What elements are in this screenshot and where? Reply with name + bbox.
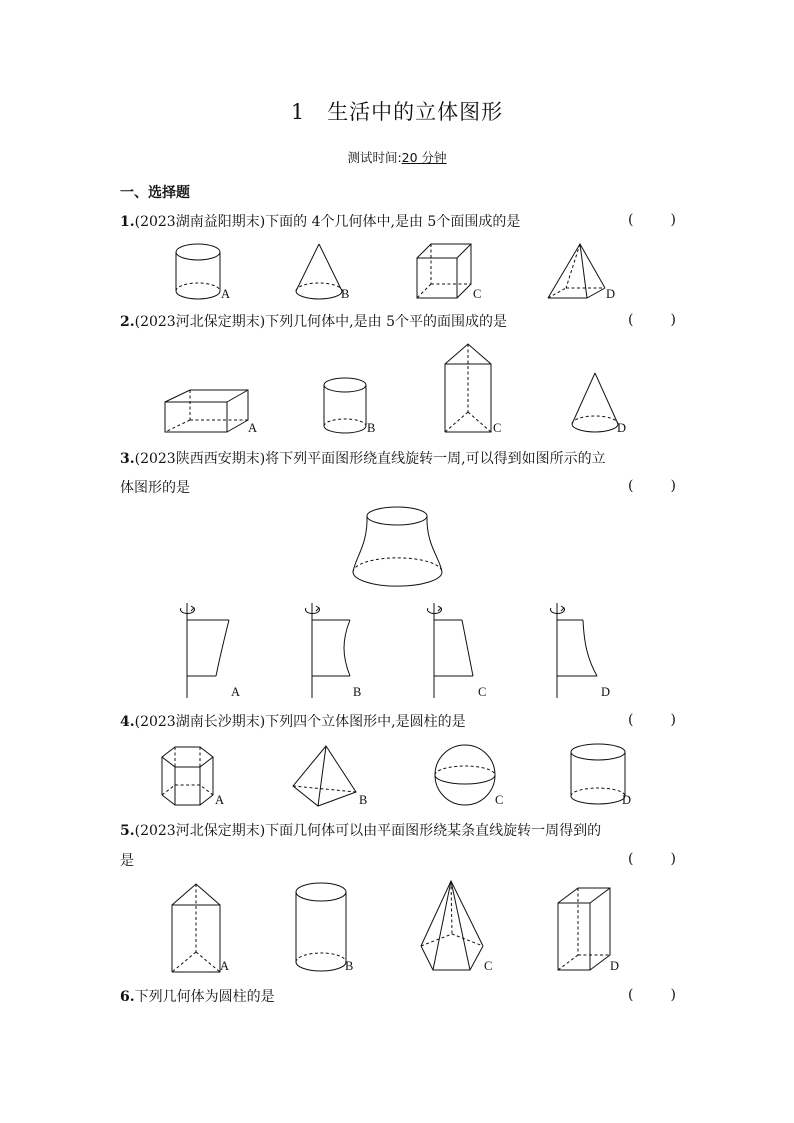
q1-option-d[interactable]: D bbox=[606, 287, 616, 301]
question-6: 6.下列几何体为圆柱的是 bbox=[120, 989, 275, 1005]
q5-prism-figure bbox=[172, 884, 220, 972]
q2-option-a[interactable]: A bbox=[248, 421, 258, 435]
q4-sphere-figure bbox=[435, 745, 495, 805]
q2-option-b[interactable]: B bbox=[367, 421, 376, 435]
q1-cone-figure bbox=[296, 244, 342, 299]
q3-option-c[interactable]: C bbox=[478, 685, 487, 699]
q4-option-b[interactable]: B bbox=[359, 793, 368, 807]
q5-option-d[interactable]: D bbox=[610, 959, 620, 973]
page-title: 1 生活中的立体图形 bbox=[290, 100, 504, 124]
answer-blank-3[interactable]: ( ) bbox=[628, 478, 676, 494]
q1-option-a[interactable]: A bbox=[221, 287, 231, 301]
q5-rectangular-prism-figure bbox=[558, 888, 610, 970]
q2-cylinder-figure bbox=[324, 378, 366, 433]
question-5-continued: 是 bbox=[120, 853, 134, 869]
q2-prism-figure bbox=[445, 344, 491, 432]
q2-option-d[interactable]: D bbox=[617, 421, 627, 435]
question-5: 5.(2023河北保定期末)下面几何体可以由平面图形绕某条直线旋转一周得到的 bbox=[120, 823, 602, 839]
answer-blank-6[interactable]: ( ) bbox=[628, 987, 676, 1003]
q5-option-b[interactable]: B bbox=[345, 959, 354, 973]
test-time: 测试时间:20 分钟 bbox=[347, 150, 447, 165]
q4-tetrahedron-figure bbox=[293, 746, 356, 806]
q4-option-a[interactable]: A bbox=[215, 793, 225, 807]
q2-cone-figure bbox=[572, 373, 618, 432]
q1-pyramid-figure bbox=[548, 244, 605, 298]
q3-option-b[interactable]: B bbox=[353, 685, 362, 699]
q4-option-c[interactable]: C bbox=[495, 793, 504, 807]
q3-option-a[interactable]: A bbox=[231, 685, 241, 699]
question-3: 3.(2023陕西西安期末)将下列平面图形绕直线旋转一周,可以得到如图所示的立 bbox=[120, 451, 606, 467]
q3-option-d-figure bbox=[551, 603, 598, 698]
answer-blank-1[interactable]: ( ) bbox=[628, 212, 676, 228]
q3-solid-figure bbox=[353, 507, 442, 586]
q5-pentagonal-pyramid-figure bbox=[421, 881, 483, 970]
q5-option-c[interactable]: C bbox=[484, 959, 493, 973]
q3-option-c-figure bbox=[428, 603, 474, 698]
question-1: 1.(2023湖南益阳期末)下面的 4个几何体中,是由 5个面围成的是 bbox=[120, 214, 521, 230]
q2-option-c[interactable]: C bbox=[493, 421, 502, 435]
q1-option-c[interactable]: C bbox=[473, 287, 482, 301]
q1-option-b[interactable]: B bbox=[341, 287, 350, 301]
q5-option-a[interactable]: A bbox=[220, 959, 230, 973]
q3-option-d[interactable]: D bbox=[601, 685, 611, 699]
question-3-continued: 体图形的是 bbox=[120, 480, 190, 496]
section-heading: 一、选择题 bbox=[120, 185, 190, 201]
answer-blank-4[interactable]: ( ) bbox=[628, 712, 676, 728]
q3-option-a-figure bbox=[181, 603, 230, 698]
q3-option-b-figure bbox=[306, 603, 351, 698]
question-4: 4.(2023湖南长沙期末)下列四个立体图形中,是圆柱的是 bbox=[120, 714, 466, 730]
q1-cylinder-figure bbox=[176, 244, 220, 299]
q1-cube-figure bbox=[417, 244, 471, 298]
q2-cuboid-figure bbox=[165, 390, 248, 432]
answer-blank-2[interactable]: ( ) bbox=[628, 312, 676, 328]
q4-option-d[interactable]: D bbox=[622, 793, 632, 807]
q4-cylinder-figure bbox=[571, 744, 625, 804]
question-2: 2.(2023河北保定期末)下列几何体中,是由 5个平的面围成的是 bbox=[120, 314, 507, 330]
q5-cylinder-figure bbox=[296, 883, 346, 971]
answer-blank-5[interactable]: ( ) bbox=[628, 851, 676, 867]
q4-hexagonal-prism-figure bbox=[162, 747, 213, 805]
